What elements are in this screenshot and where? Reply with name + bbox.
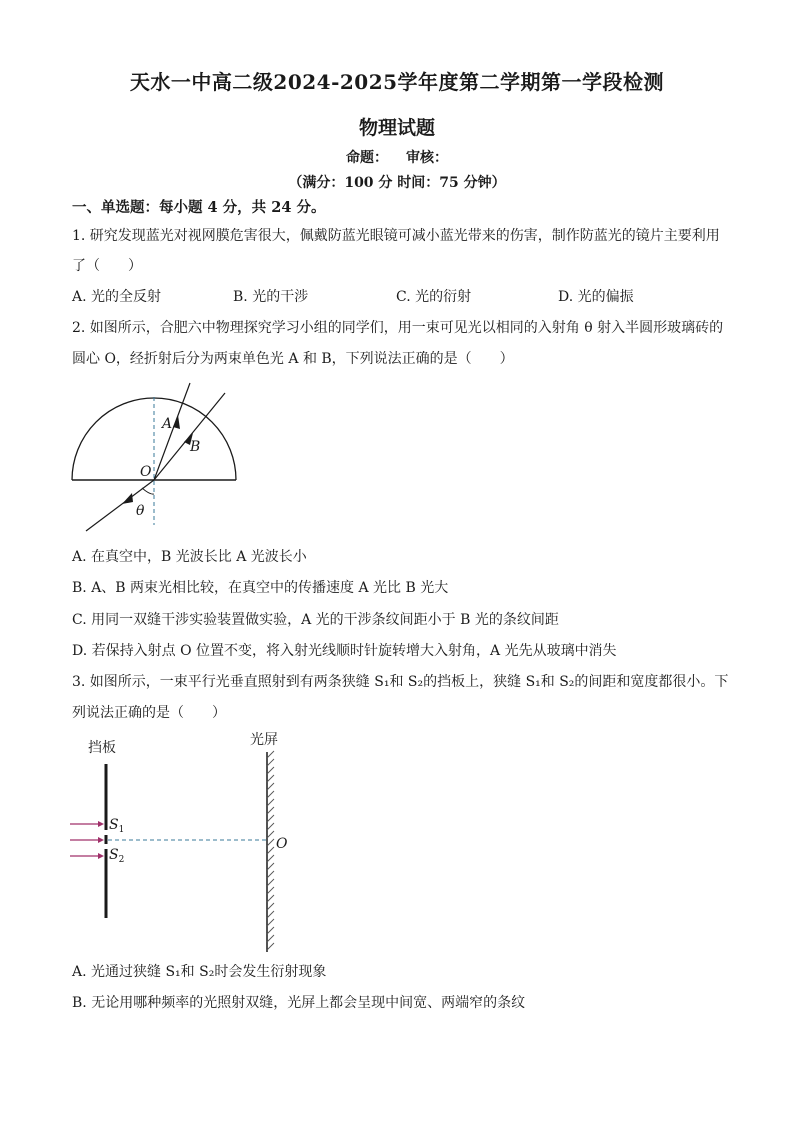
q1-option-c: C. 光的衍射 (396, 289, 472, 305)
label-barrier: 挡板 (88, 740, 116, 756)
q1-option-d: D. 光的偏振 (558, 289, 634, 305)
q1-option-b: B. 光的干涉 (233, 289, 309, 305)
ray-a-arrow-icon (173, 415, 180, 429)
q2-figure-semicircle (60, 375, 250, 540)
author-label: 命题： (346, 150, 388, 166)
q2-option-b: B. A、B 两束光相比较，在真空中的传播速度 A 光比 B 光大 (72, 580, 449, 596)
label-theta: θ (136, 503, 145, 519)
q1-stem-line2: 了（ ） (72, 258, 142, 274)
page-title: 天水一中高二级2024-2025学年度第二学期第一学段检测 (129, 70, 665, 94)
author-reviewer (0, 147, 794, 167)
label-s2: $S_2$ (109, 847, 125, 865)
label-o-screen: O (276, 836, 288, 852)
theta-arc (142, 488, 154, 494)
label-s1: $S_1$ (109, 817, 125, 835)
q2-option-d: D. 若保持入射点 O 位置不变，将入射光线顺时针旋转增大入射角，A 光先从玻璃中消失 (72, 643, 617, 659)
incident-arrow-icon (122, 493, 133, 504)
screen-hatching (267, 751, 274, 950)
q3-option-a: A. 光通过狭缝 S₁和 S₂时会发生衍射现象 (72, 964, 327, 980)
q1-stem-line1: 1. 研究发现蓝光对视网膜危害很大，佩戴防蓝光眼镜可减小蓝光带来的伤害，制作防蓝光的镜片主要利用 (72, 228, 720, 244)
light-arrow-3-icon (98, 853, 104, 859)
q2-option-c: C. 用同一双缝干涉实验装置做实验，A 光的干涉条纹间距小于 B 光的条纹间距 (72, 612, 559, 628)
q3-stem-line2: 列说法正确的是（ ） (72, 705, 226, 721)
section-heading: 一、单选题：每小题 4 分，共 24 分。 (72, 199, 326, 216)
label-screen: 光屏 (250, 732, 278, 748)
label-a: A (162, 416, 173, 432)
label-o: O (140, 464, 152, 480)
q2-stem-line2: 圆心 O，经折射后分为两束单色光 A 和 B，下列说法正确的是（ ） (72, 351, 514, 367)
q2-stem-line1: 2. 如图所示，合肥六中物理探究学习小组的同学们，用一束可见光以相同的入射角 θ 射入半圆形玻璃砖的 (72, 320, 724, 336)
light-arrow-2-icon (98, 837, 104, 843)
label-b: B (190, 439, 201, 455)
reviewer-label: 审核： (406, 150, 448, 166)
q2-option-a: A. 在真空中，B 光波长比 A 光波长小 (72, 549, 307, 565)
light-arrow-1-icon (98, 821, 104, 827)
score-info: （满分：100 分 时间：75 分钟） (288, 175, 506, 191)
q3-option-b: B. 无论用哪种频率的光照射双缝，光屏上都会呈现中间宽、两端窄的条纹 (72, 995, 526, 1011)
q3-figure-double-slit (62, 728, 302, 956)
q1-option-a: A. 光的全反射 (72, 289, 162, 305)
q3-stem-line1: 3. 如图所示，一束平行光垂直照射到有两条狭缝 S₁和 S₂的挡板上，狭缝 S₁和 S₂的间距和宽度都很小。下 (72, 674, 729, 690)
page-subtitle: 物理试题 (358, 117, 435, 139)
